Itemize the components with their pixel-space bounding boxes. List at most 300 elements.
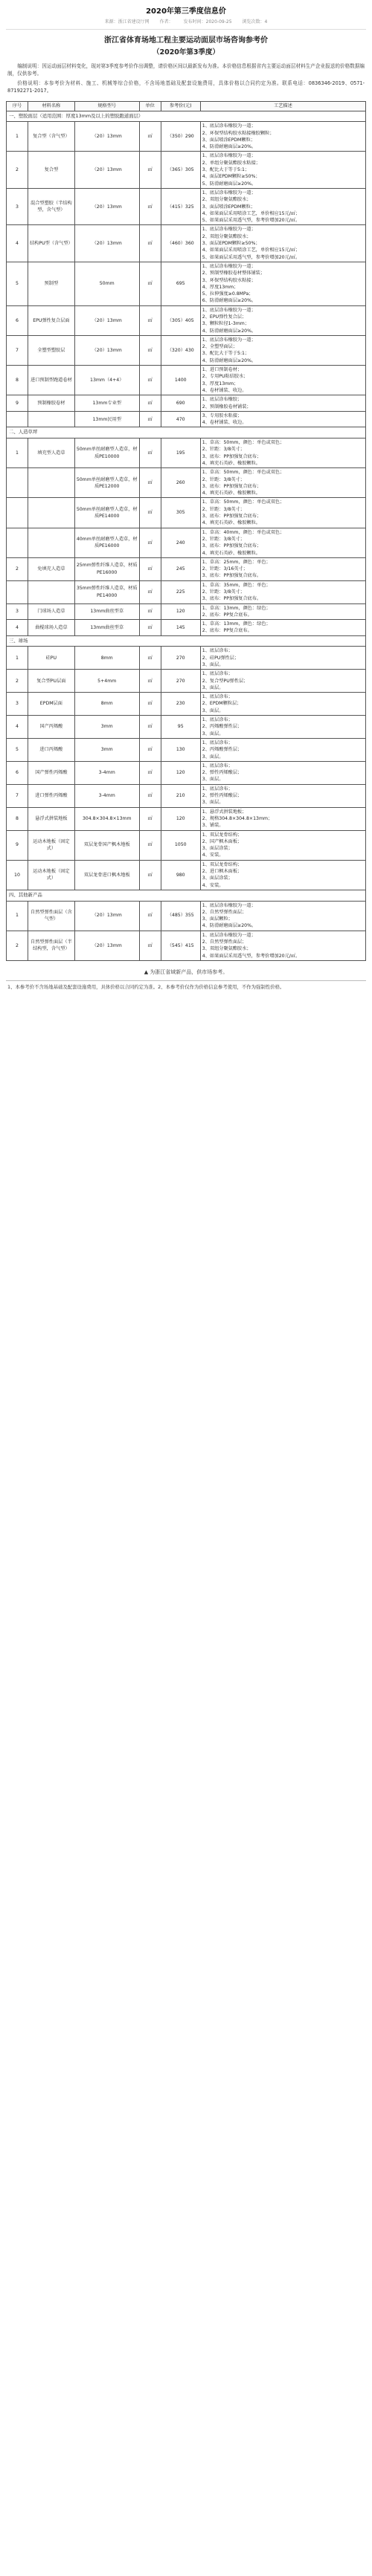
cell-price: 95 xyxy=(161,716,200,739)
desc-line: 4、如果面层采用喷涂工艺，单价相应15元/㎡； xyxy=(202,247,301,253)
cell-unit: ㎡ xyxy=(139,438,161,468)
section-row xyxy=(7,111,366,122)
cell-desc xyxy=(200,738,365,761)
desc-line: 1、底层涂布橡胶； xyxy=(202,397,243,403)
cell-unit: ㎡ xyxy=(139,305,161,335)
cell-unit: ㎡ xyxy=(139,468,161,498)
cell-desc xyxy=(200,784,365,807)
cell-name: 预制型 xyxy=(28,262,74,305)
table-row xyxy=(7,647,366,670)
desc-line: 4、安装。 xyxy=(202,882,224,888)
desc-line: 2、弹性丙烯酸层； xyxy=(202,770,243,776)
cell-name: EPU弹性复合层面 xyxy=(28,305,74,335)
desc-line: 1、草高：13mm，颜色：绿色； xyxy=(202,605,271,611)
cell-desc xyxy=(200,152,365,188)
cell-name: 免填充人造草 xyxy=(28,557,74,580)
cell-no: 8 xyxy=(7,807,28,830)
cell-spec: （20）13mm xyxy=(74,305,139,335)
cell-unit: ㎡ xyxy=(139,716,161,739)
desc-line: 1、底层涂布橡胶为一道； xyxy=(202,263,256,269)
desc-line: 4、填充石英砂、橡胶颗粒。 xyxy=(202,460,260,466)
desc-line: 3、面层喷涂EPDM颗粒； xyxy=(202,137,255,143)
cell-no: 8 xyxy=(7,366,28,395)
intro-text xyxy=(6,61,366,102)
cell-no: 6 xyxy=(7,761,28,784)
cell-spec: （20）13mm xyxy=(74,152,139,188)
desc-line: 2、丙烯酸弹性层； xyxy=(202,747,243,753)
table-row xyxy=(7,188,366,224)
cell-name: 门球场人造草 xyxy=(28,603,74,620)
table-body xyxy=(7,111,366,960)
desc-line: 5、如果面层采用透气型，参考价增加20元/㎡。 xyxy=(202,218,301,224)
cell-no: 2 xyxy=(7,152,28,188)
cell-price: （485）355 xyxy=(161,901,200,931)
desc-line: 2、针距：3/8英寸； xyxy=(202,506,245,512)
table-row xyxy=(7,498,366,528)
meta-source: 来源：浙江省建设厅网 xyxy=(104,19,150,25)
cell-spec: （20）13mm xyxy=(74,901,139,931)
desc-line: 1、草高：50mm，颜色：单色或双色； xyxy=(202,499,285,505)
desc-line: 3、面层。 xyxy=(202,731,224,737)
cell-spec: （20）13mm xyxy=(74,335,139,365)
header-no: 序号 xyxy=(7,102,28,111)
cell-unit: ㎡ xyxy=(139,647,161,670)
cell-no xyxy=(7,498,28,528)
desc-line: 1、进口预制卷材； xyxy=(202,367,243,373)
cell-spec: 13mm曲丝型草 xyxy=(74,603,139,620)
cell-no: 7 xyxy=(7,335,28,365)
cell-unit: ㎡ xyxy=(139,557,161,580)
cell-unit: ㎡ xyxy=(139,366,161,395)
desc-line: 3、面层。 xyxy=(202,777,224,783)
desc-line: 3、厚度13mm； xyxy=(202,381,239,386)
desc-line: 2、规格304.8×304.8×13mm； xyxy=(202,815,273,821)
desc-line: 3、面层。 xyxy=(202,754,224,760)
desc-line: 1、草高：50mm，颜色：单色或双色； xyxy=(202,440,285,446)
desc-line: 1、底层涂布； xyxy=(202,694,233,700)
page-header-title: 2020年第三季度信息价 xyxy=(146,7,226,16)
cell-no xyxy=(7,580,28,603)
desc-line: 2、单组分聚氨酯胶水粘接； xyxy=(202,160,260,166)
cell-no: 4 xyxy=(7,716,28,739)
cell-price: 195 xyxy=(161,438,200,468)
cell-spec: 8mm xyxy=(74,647,139,670)
document-title: 浙江省体育场地工程主要运动面层市场咨询参考价 xyxy=(104,36,268,45)
table-row xyxy=(7,784,366,807)
cell-no: 3 xyxy=(7,188,28,224)
cell-price: 270 xyxy=(161,670,200,693)
desc-line: 3、铺装。 xyxy=(202,823,224,829)
cell-spec: （20）13mm xyxy=(74,188,139,224)
article-meta xyxy=(6,16,366,30)
desc-line: 1、草高：13mm，颜色：绿色； xyxy=(202,621,271,627)
cell-no: 4 xyxy=(7,225,28,262)
cell-price: 470 xyxy=(161,411,200,427)
cell-desc xyxy=(200,620,365,636)
cell-spec: 50mm xyxy=(74,262,139,305)
cell-spec: 双层龙骨进口枫木地板 xyxy=(74,860,139,890)
cell-name xyxy=(28,528,74,557)
cell-price: 230 xyxy=(161,693,200,716)
desc-line: 1、底层涂布； xyxy=(202,671,233,677)
cell-unit: ㎡ xyxy=(139,411,161,427)
desc-line: 2、双组分聚氨酯胶水； xyxy=(202,197,251,203)
cell-name: 自然型弹性面层（半结构型，含气型） xyxy=(28,931,74,960)
desc-line: 4、填充石英砂、橡胶颗粒。 xyxy=(202,491,260,496)
desc-line: 3、专用胶水粘接； xyxy=(202,412,243,418)
cell-name: 进口预制型跑道卷材 xyxy=(28,366,74,395)
cell-name: 复合型PU层面 xyxy=(28,670,74,693)
section-label: 三、球场 xyxy=(7,635,366,647)
cell-spec: 双层龙骨国产枫木地板 xyxy=(74,830,139,860)
desc-line: 1、草高：25mm，颜色：单色； xyxy=(202,559,271,565)
cell-price: （320）430 xyxy=(161,335,200,365)
cell-desc xyxy=(200,528,365,557)
cell-price: 1050 xyxy=(161,830,200,860)
desc-line: 3、面层EPDM颗粒≥50%； xyxy=(202,241,260,247)
desc-line: 3、配比大于等于5:1； xyxy=(202,351,250,357)
cell-unit: ㎡ xyxy=(139,188,161,224)
table-row xyxy=(7,395,366,412)
cell-name: 运动木地板（固定式） xyxy=(28,860,74,890)
cell-name: 国产弹性丙烯酸 xyxy=(28,761,74,784)
table-row xyxy=(7,122,366,152)
cell-unit: ㎡ xyxy=(139,498,161,528)
table-row xyxy=(7,693,366,716)
cell-no: 1 xyxy=(7,901,28,931)
cell-price: 145 xyxy=(161,620,200,636)
cell-no: 6 xyxy=(7,305,28,335)
desc-line: 2、针距：3/8英寸； xyxy=(202,447,245,453)
desc-line: 1、底层涂布橡胶为一道； xyxy=(202,190,256,195)
cell-desc xyxy=(200,557,365,580)
desc-line: 2、预制橡胶卷材铺装； xyxy=(202,404,251,410)
cell-name: 硅PU xyxy=(28,647,74,670)
cell-no: 2 xyxy=(7,670,28,693)
desc-line: 3、面层。 xyxy=(202,685,224,690)
cell-desc xyxy=(200,498,365,528)
cell-price: 120 xyxy=(161,761,200,784)
cell-desc xyxy=(200,262,365,305)
meta-views: 浏览次数：4 xyxy=(242,19,268,25)
table-row xyxy=(7,931,366,960)
cell-no: 1 xyxy=(7,438,28,468)
section-row xyxy=(7,890,366,901)
cell-desc xyxy=(200,580,365,603)
cell-spec: 50mm单丝耐磨型人造草，材质PE14000 xyxy=(74,498,139,528)
cell-unit: ㎡ xyxy=(139,603,161,620)
cell-no xyxy=(7,528,28,557)
desc-line: 1、底层涂布； xyxy=(202,740,233,745)
cell-unit: ㎡ xyxy=(139,807,161,830)
table-row xyxy=(7,528,366,557)
desc-line: 3、面层。 xyxy=(202,708,224,713)
table-row xyxy=(7,860,366,890)
cell-unit: ㎡ xyxy=(139,335,161,365)
desc-line: 2、丙烯酸弹性层； xyxy=(202,724,243,730)
cell-spec: 3-4mm xyxy=(74,784,139,807)
desc-line: 1、草高：40mm，颜色：单色或双色； xyxy=(202,529,285,535)
cell-desc xyxy=(200,335,365,365)
footer-note: 1、本参考价不含场地基础及配套设施费用，具体价格以合同约定为准。2、本参考价仅作为价格信息参考使用，不作为强制性价格。 xyxy=(6,980,366,997)
desc-line: 2、全塑型面层； xyxy=(202,344,238,350)
cell-price: 225 xyxy=(161,580,200,603)
cell-unit: ㎡ xyxy=(139,738,161,761)
section-row xyxy=(7,427,366,438)
intro-paragraph: 编制说明：因运动面层材料变化，现对第3季度参考价作出调整，请价格区间以最新发布为准。本价格信息根据省内主要运动面层材料生产企业报送的价格数据编制，仅供参考。 xyxy=(7,62,365,77)
cell-no: 10 xyxy=(7,860,28,890)
cell-desc xyxy=(200,468,365,498)
cell-no: 9 xyxy=(7,830,28,860)
desc-line: 6、防滑耐磨面层≥20%。 xyxy=(202,298,257,304)
cell-price: 120 xyxy=(161,807,200,830)
cell-desc xyxy=(200,716,365,739)
desc-line: 3、配比大于等于5:1； xyxy=(202,167,250,173)
desc-line: 3、底布：PP加强复合底布； xyxy=(202,514,262,520)
cell-spec: 3mm xyxy=(74,716,139,739)
cell-name: 曲棍球场人造草 xyxy=(28,620,74,636)
desc-line: 2、专用PU粘结胶水； xyxy=(202,374,248,380)
cell-spec: 13mm曲丝型草 xyxy=(74,620,139,636)
cell-price: 1400 xyxy=(161,366,200,395)
desc-line: 4、面层EPDM颗粒≥50%； xyxy=(202,174,260,180)
cell-spec: 50mm单丝耐磨型人造草，材质PE10000 xyxy=(74,438,139,468)
cell-spec: 13mm（4+4） xyxy=(74,366,139,395)
desc-line: 5、防滑耐磨面层≥20%。 xyxy=(202,181,257,187)
cell-desc xyxy=(200,860,365,890)
table-row xyxy=(7,335,366,365)
cell-no: 3 xyxy=(7,603,28,620)
cell-no: 1 xyxy=(7,122,28,152)
cell-desc xyxy=(200,901,365,931)
desc-line: 4、厚度13mm； xyxy=(202,284,239,290)
cell-name: 全塑型塑胶层 xyxy=(28,335,74,365)
desc-line: 3、面层涂装； xyxy=(202,846,233,852)
desc-line: 3、面层喷涂EPDM颗粒； xyxy=(202,204,255,210)
cell-desc xyxy=(200,807,365,830)
cell-no xyxy=(7,411,28,427)
desc-line: 4、防滑耐磨面层≥20%。 xyxy=(202,357,257,363)
cell-price: （305）405 xyxy=(161,305,200,335)
desc-line: 2、针距：3/8英寸； xyxy=(202,589,245,595)
cell-no: 2 xyxy=(7,557,28,580)
desc-line: 2、EPU弹性复合层； xyxy=(202,314,247,320)
desc-line: 2、自然型弹性面层； xyxy=(202,909,247,915)
cell-price: （460）360 xyxy=(161,225,200,262)
desc-line: 4、安装。 xyxy=(202,852,224,858)
cell-no: 5 xyxy=(7,262,28,305)
cell-desc xyxy=(200,438,365,468)
cell-no: 2 xyxy=(7,931,28,960)
cell-name: 自然型弹性面层（含气型） xyxy=(28,901,74,931)
desc-line: 1、草高：35mm，颜色：单色； xyxy=(202,582,271,588)
cell-spec: 8mm xyxy=(74,693,139,716)
desc-line: 2、针距：3/8英寸； xyxy=(202,476,245,482)
desc-line: 3、环保型结构胶水粘接； xyxy=(202,277,256,283)
cell-spec: （20）13mm xyxy=(74,122,139,152)
cell-desc xyxy=(200,647,365,670)
desc-line: 3、底布：PP加强复合底布； xyxy=(202,483,262,489)
section-label: 四、其他新产品 xyxy=(7,890,366,901)
desc-line: 4、如果面层采用喷涂工艺，单价相应15元/㎡； xyxy=(202,210,301,216)
header-price: 参考价(元) xyxy=(161,102,200,111)
cell-desc xyxy=(200,395,365,412)
cell-no: 3 xyxy=(7,693,28,716)
desc-line: 2、双组分聚氨酯胶水； xyxy=(202,233,251,239)
cell-desc xyxy=(200,411,365,427)
table-row xyxy=(7,225,366,262)
cell-desc xyxy=(200,225,365,262)
intro-paragraph: 价格说明：本参考价为材料、施工、机械等综合价格，不含场地基础及配套设施费用，具体价格以合同约定为准。联系电话：0836346-2019、0571-87192271-2017。 xyxy=(7,80,365,94)
desc-line: 1、底层涂布； xyxy=(202,786,233,792)
desc-line: 4、填充石英砂、橡胶颗粒。 xyxy=(202,550,260,556)
cell-unit: ㎡ xyxy=(139,830,161,860)
section-label: 一、塑胶面层（适用范围：厚度13mm及以上的塑胶跑道面层） xyxy=(7,111,366,122)
desc-line: 1、底层涂布橡胶为一道； xyxy=(202,337,256,343)
desc-line: 4、防滑耐磨面层≥20%。 xyxy=(202,144,257,150)
desc-line: 1、草高：50mm，颜色：单色或双色； xyxy=(202,470,285,476)
cell-desc xyxy=(200,761,365,784)
table-row xyxy=(7,807,366,830)
cell-name: 进口弹性丙烯酸 xyxy=(28,784,74,807)
header-spec: 规格型号 xyxy=(74,102,139,111)
desc-line: 2、预制型橡胶卷材整体铺装； xyxy=(202,271,266,276)
cell-price: 210 xyxy=(161,784,200,807)
cell-spec: 13mm民用型 xyxy=(74,411,139,427)
desc-line: 2、自然型弹性面层； xyxy=(202,939,247,945)
cell-desc xyxy=(200,693,365,716)
table-row xyxy=(7,468,366,498)
desc-line: 1、底层涂布橡胶为一道； xyxy=(202,123,256,129)
cell-spec: （20）13mm xyxy=(74,225,139,262)
desc-line: 2、硅PU弹性层； xyxy=(202,655,240,661)
desc-line: 5、如果面层采用透气型，参考价增加20元/㎡。 xyxy=(202,254,301,260)
cell-no: 7 xyxy=(7,784,28,807)
desc-line: 3、面层颗粒； xyxy=(202,916,233,922)
cell-price: （350）290 xyxy=(161,122,200,152)
cell-unit: ㎡ xyxy=(139,620,161,636)
cell-name xyxy=(28,411,74,427)
cell-name: 混合型塑胶（半结构型，含气型） xyxy=(28,188,74,224)
cell-unit: ㎡ xyxy=(139,693,161,716)
desc-line: 4、卷材铺装、收边。 xyxy=(202,420,247,426)
cell-no: 5 xyxy=(7,738,28,761)
table-row xyxy=(7,411,366,427)
desc-line: 2、针距：3/16英寸； xyxy=(202,566,248,572)
cell-no xyxy=(7,468,28,498)
cell-name xyxy=(28,498,74,528)
cell-name: 复合型 xyxy=(28,152,74,188)
cell-spec: 13mm专业型 xyxy=(74,395,139,412)
cell-price: 690 xyxy=(161,395,200,412)
cell-name: 预制橡胶卷材 xyxy=(28,395,74,412)
cell-price: 305 xyxy=(161,498,200,528)
cell-unit: ㎡ xyxy=(139,395,161,412)
desc-line: 3、面层。 xyxy=(202,800,224,806)
cell-name xyxy=(28,468,74,498)
desc-line: 1、底层涂布橡胶为一道； xyxy=(202,227,256,233)
cell-unit: ㎡ xyxy=(139,262,161,305)
cell-name: EPDM层面 xyxy=(28,693,74,716)
desc-line: 1、双层龙骨结构； xyxy=(202,832,243,838)
desc-line: 3、面层涂装； xyxy=(202,876,233,881)
desc-line: 3、底布：PP加强复合底布。 xyxy=(202,573,262,579)
desc-line: 1、底层涂布； xyxy=(202,648,233,654)
cell-unit: ㎡ xyxy=(139,670,161,693)
cell-spec: （20）13mm xyxy=(74,931,139,960)
table-row xyxy=(7,366,366,395)
cell-no: 9 xyxy=(7,395,28,412)
cell-no: 4 xyxy=(7,620,28,636)
cell-desc xyxy=(200,931,365,960)
desc-line: 2、复合型PU弹性层； xyxy=(202,678,248,684)
cell-desc xyxy=(200,305,365,335)
cell-name: 复合型（含气型） xyxy=(28,122,74,152)
desc-line: 2、环保型结构胶水粘接橡胶颗粒； xyxy=(202,130,275,136)
desc-line: 2、底布：PP复合底布。 xyxy=(202,628,252,634)
table-row xyxy=(7,901,366,931)
cell-unit: ㎡ xyxy=(139,152,161,188)
desc-line: 1、底层涂布橡胶为一道； xyxy=(202,902,256,908)
cell-price: （365）305 xyxy=(161,152,200,188)
page xyxy=(0,0,372,997)
cell-unit: ㎡ xyxy=(139,580,161,603)
table-row xyxy=(7,305,366,335)
desc-line: 4、如果面层采用透气型，参考价增加20元/㎡。 xyxy=(202,953,301,959)
document-subtitle: （2020年第3季度） xyxy=(152,48,220,56)
cell-price: 120 xyxy=(161,603,200,620)
desc-line: 1、底层涂布； xyxy=(202,763,233,768)
desc-line: 1、底层涂布橡胶为一道； xyxy=(202,153,256,159)
footer-mark: ▲ 为浙江省域新产品，供市场参考。 xyxy=(144,968,228,975)
cell-desc xyxy=(200,188,365,224)
desc-line: 2、EPDM颗粒层； xyxy=(202,701,242,707)
cell-name: 运动木地板（固定式） xyxy=(28,830,74,860)
cell-unit: ㎡ xyxy=(139,225,161,262)
cell-spec: 35mm弹性纤维人造草，材质PE14000 xyxy=(74,580,139,603)
cell-unit: ㎡ xyxy=(139,860,161,890)
cell-unit: ㎡ xyxy=(139,931,161,960)
desc-line: 1、双层龙骨结构； xyxy=(202,861,243,867)
cell-price: 695 xyxy=(161,262,200,305)
desc-line: 2、针距：3/8英寸； xyxy=(202,536,245,542)
cell-name: 结构PU型（含气型） xyxy=(28,225,74,262)
cell-unit: ㎡ xyxy=(139,901,161,931)
desc-line: 3、双组分聚氨酯胶水； xyxy=(202,946,251,952)
section-row xyxy=(7,635,366,647)
desc-line: 4、防滑耐磨面层≥20%。 xyxy=(202,328,257,334)
table-row xyxy=(7,557,366,580)
cell-price: 245 xyxy=(161,557,200,580)
desc-line: 2、底布：PP复合底布。 xyxy=(202,612,252,618)
header-desc: 工艺描述 xyxy=(200,102,365,111)
desc-line: 3、底布：PP加强复合底布。 xyxy=(202,596,262,602)
desc-line: 4、防滑耐磨面层≥20%。 xyxy=(202,923,257,929)
cell-unit: ㎡ xyxy=(139,122,161,152)
cell-no: 1 xyxy=(7,647,28,670)
cell-name: 国产丙烯酸 xyxy=(28,716,74,739)
desc-line: 4、卷材铺装、收边。 xyxy=(202,387,247,393)
cell-unit: ㎡ xyxy=(139,784,161,807)
table-row xyxy=(7,670,366,693)
desc-line: 5、拉伸强度≥0.8MPa； xyxy=(202,291,254,297)
table-row xyxy=(7,738,366,761)
table-row xyxy=(7,580,366,603)
table-row xyxy=(7,152,366,188)
cell-spec: 40mm单丝耐磨型人造草，材质PE16000 xyxy=(74,528,139,557)
table-row xyxy=(7,761,366,784)
desc-line: 2、国产枫木面板； xyxy=(202,838,243,844)
